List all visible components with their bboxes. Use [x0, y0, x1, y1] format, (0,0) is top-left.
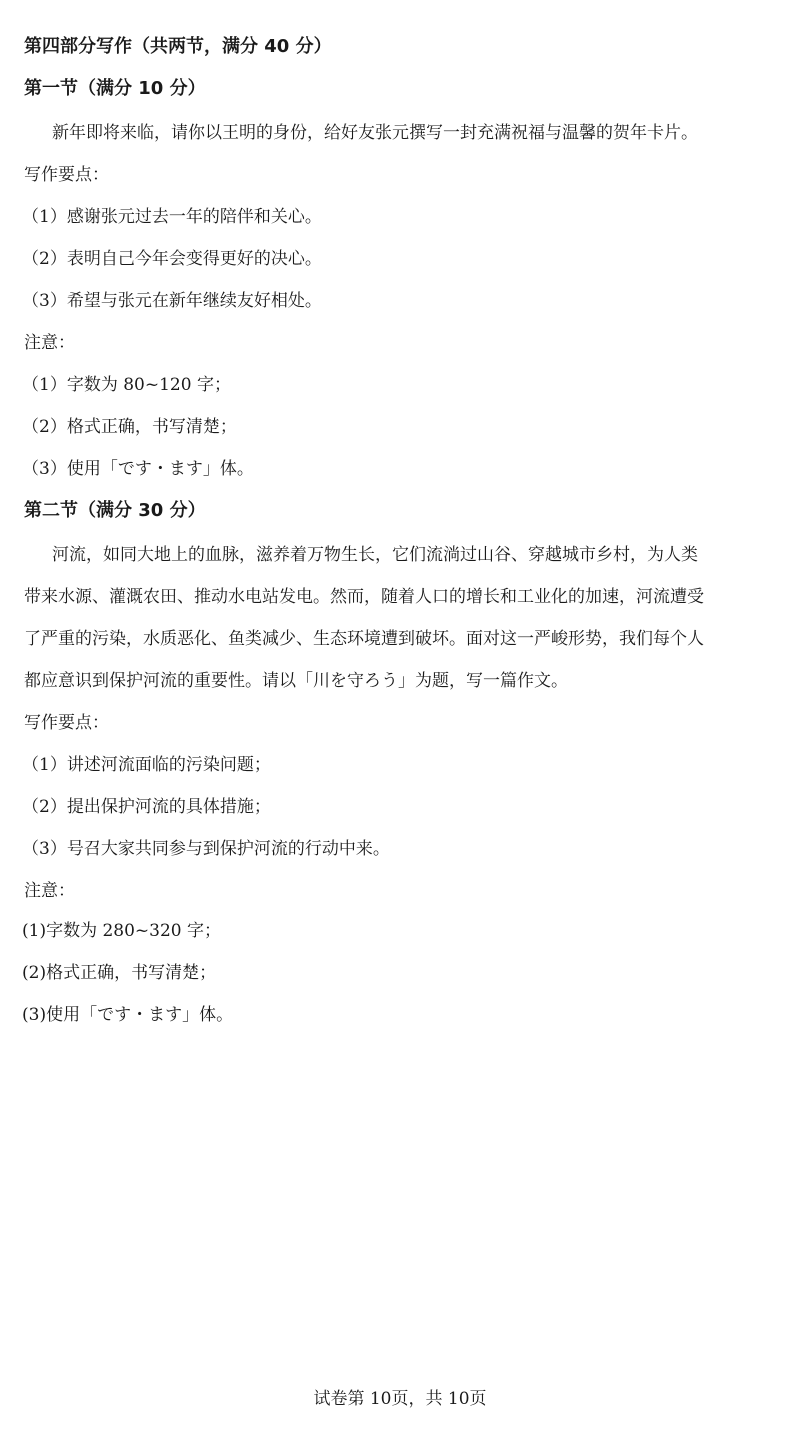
section2-point-3: （3）号召大家共同参与到保护河流的行动中来。	[22, 839, 390, 859]
section2-prompt-line-3: 了严重的污染，水质恶化、鱼类减少、生态环境遭到破坏。面对这一严峻形势，我们每个人	[24, 629, 704, 649]
section2-points-label: 写作要点：	[24, 713, 109, 733]
part-title: 第四部分写作（共两节，满分 40 分）	[24, 36, 332, 57]
section2-note-2: (2)格式正确，书写清楚；	[22, 963, 217, 983]
section1-points-label: 写作要点：	[24, 165, 109, 185]
section1-note-3: （3）使用「です・ます」体。	[22, 459, 254, 479]
section2-prompt-line-2: 带来水源、灌溉农田、推动水电站发电。然而，随着人口的增长和工业化的加速，河流遭受	[24, 587, 704, 607]
section1-note-2: （2）格式正确，书写清楚；	[22, 417, 237, 437]
section1-point-1: （1）感谢张元过去一年的陪伴和关心。	[22, 207, 322, 227]
section1-point-2: （2）表明自己今年会变得更好的决心。	[22, 249, 322, 269]
section1-title: 第一节（满分 10 分）	[24, 78, 206, 99]
section2-prompt-line-1: 河流，如同大地上的血脉，滋养着万物生长，它们流淌过山谷、穿越城市乡村，为人类	[52, 545, 698, 565]
section2-point-2: （2）提出保护河流的具体措施；	[22, 797, 271, 817]
section1-notes-label: 注意：	[24, 333, 75, 353]
section2-point-1: （1）讲述河流面临的污染问题；	[22, 755, 271, 775]
section2-prompt-line-4: 都应意识到保护河流的重要性。请以「川を守ろう」为题，写一篇作文。	[24, 671, 568, 691]
section2-note-3: (3)使用「です・ます」体。	[22, 1005, 234, 1025]
page-footer: 试卷第 10页，共 10页	[313, 1389, 487, 1409]
section2-notes-label: 注意：	[24, 881, 75, 901]
section2-title: 第二节（满分 30 分）	[24, 500, 206, 521]
section1-prompt: 新年即将来临，请你以王明的身份，给好友张元撰写一封充满祝福与温馨的贺年卡片。	[52, 123, 698, 143]
section1-note-1: （1）字数为 80~120 字；	[22, 375, 231, 395]
section2-note-1: (1)字数为 280~320 字；	[22, 921, 222, 941]
section1-point-3: （3）希望与张元在新年继续友好相处。	[22, 291, 322, 311]
